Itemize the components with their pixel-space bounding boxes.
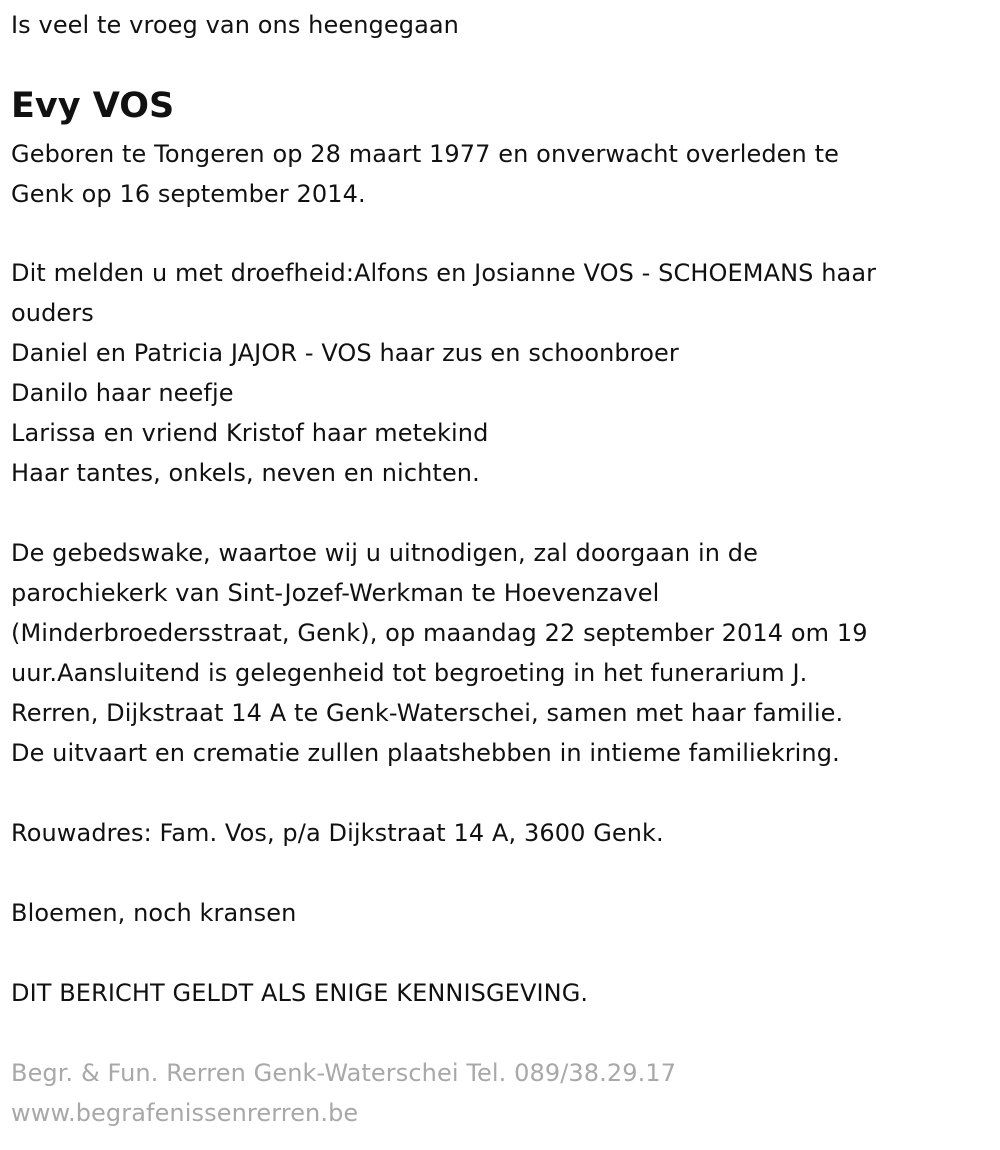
birth-line-2: Genk op 16 september 2014.	[11, 180, 366, 208]
service-line: Rerren, Dijkstraat 14 A te Genk-Waterschei, samen met haar familie.	[11, 699, 844, 727]
family-paragraph	[11, 253, 876, 493]
service-line: uur.Aansluitend is gelegenheid tot begroeting in het funerarium J.	[11, 659, 808, 687]
service-line: parochiekerk van Sint-Jozef-Werkman te Hoevenzavel	[11, 579, 660, 607]
flowers-line: Bloemen, noch kransen	[11, 899, 297, 927]
family-line: Haar tantes, onkels, neven en nichten.	[11, 459, 480, 487]
undertaker-info: Begr. & Fun. Rerren Genk-Waterschei Tel. 089/38.29.17	[11, 1059, 677, 1087]
family-line: ouders	[11, 299, 94, 327]
flowers-note	[11, 893, 296, 933]
address-line: Rouwadres: Fam. Vos, p/a Dijkstraat 14 A, 3600 Genk.	[11, 819, 664, 847]
deceased-name: Evy VOS	[11, 86, 175, 126]
family-line: Danilo haar neefje	[11, 379, 234, 407]
undertaker-website: www.begrafenissenrerren.be	[11, 1099, 359, 1127]
official-notice-line: DIT BERICHT GELDT ALS ENIGE KENNISGEVING.	[11, 979, 589, 1007]
family-line: Dit melden u met droefheid:Alfons en Josianne VOS - SCHOEMANS haar	[11, 259, 877, 287]
intro-text: Is veel te vroeg van ons heengegaan	[11, 11, 459, 39]
birth-death-paragraph	[11, 134, 839, 214]
birth-line-1: Geboren te Tongeren op 28 maart 1977 en onverwacht overleden te	[11, 140, 839, 168]
family-line: Daniel en Patricia JAJOR - VOS haar zus en schoonbroer	[11, 339, 679, 367]
service-line: De uitvaart en crematie zullen plaatshebben in intieme familiekring.	[11, 739, 840, 767]
family-line: Larissa en vriend Kristof haar metekind	[11, 419, 489, 447]
service-paragraph	[11, 533, 868, 773]
official-notice	[11, 973, 588, 1013]
service-line: De gebedswake, waartoe wij u uitnodigen, zal doorgaan in de	[11, 539, 758, 567]
mourning-address	[11, 813, 664, 853]
service-line: (Minderbroedersstraat, Genk), op maandag 22 september 2014 om 19	[11, 619, 868, 647]
undertaker-footer	[11, 1053, 676, 1133]
